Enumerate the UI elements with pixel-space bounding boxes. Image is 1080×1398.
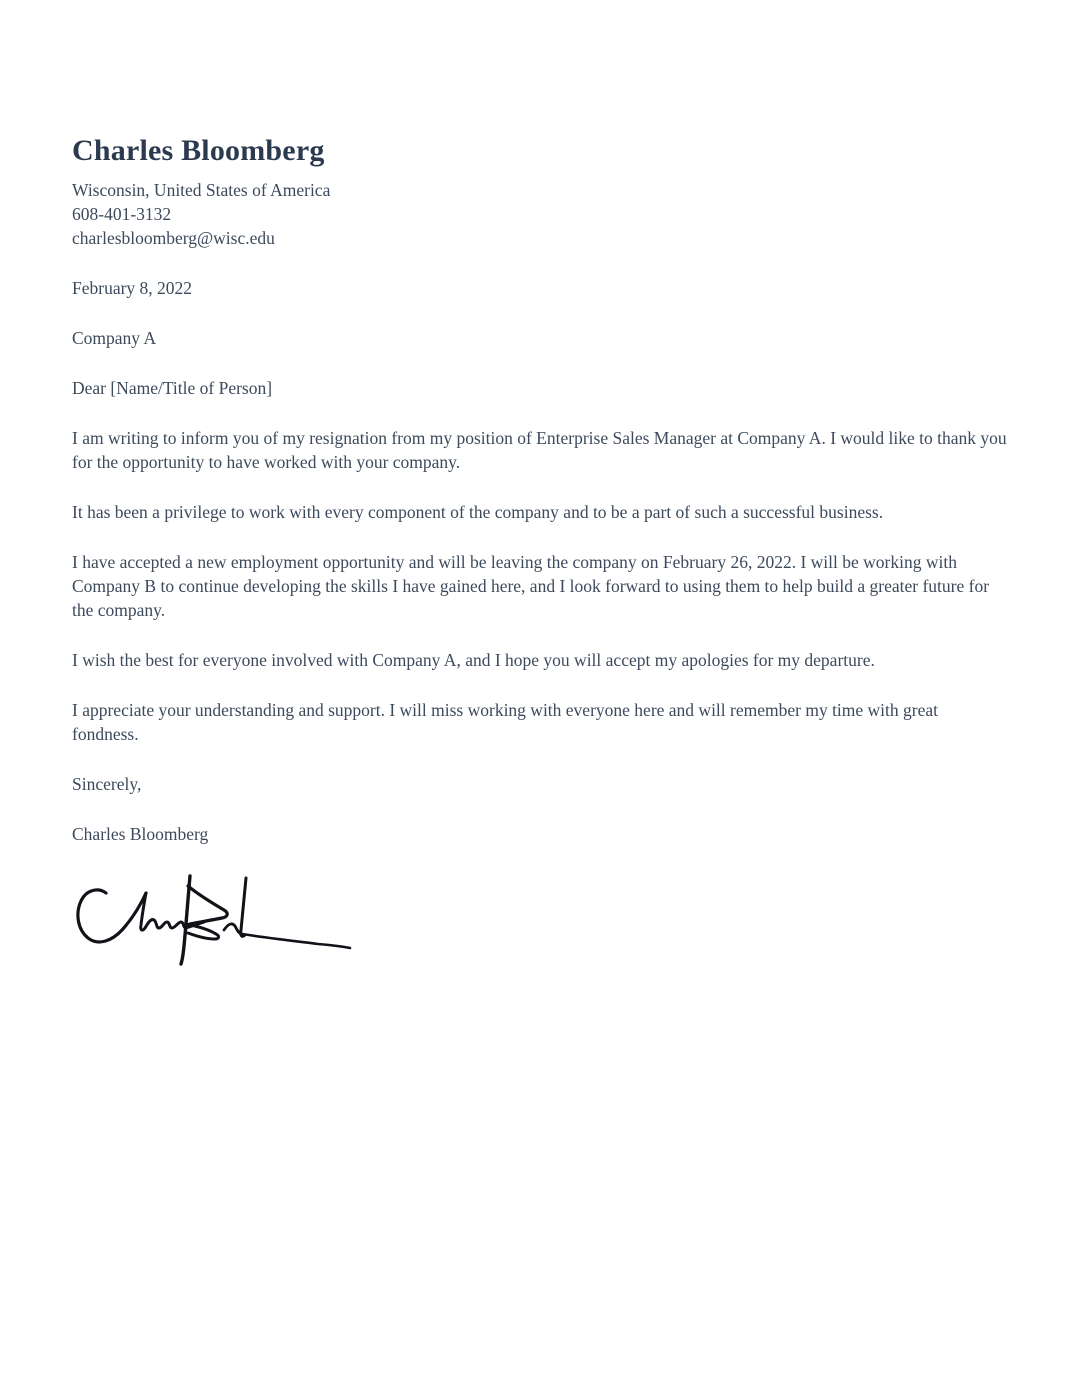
signature-block (72, 868, 372, 968)
sender-location: Wisconsin, United States of America (72, 180, 331, 200)
body-paragraph: I wish the best for everyone involved with Company A, and I hope you will accept my apologies for my departure. (72, 650, 875, 670)
salutation: Dear [Name/Title of Person] (72, 378, 273, 398)
letter-date: February 8, 2022 (72, 278, 193, 298)
letter-content (72, 132, 1008, 968)
spacer (72, 746, 1008, 772)
sender-phone: 608-401-3132 (72, 204, 172, 224)
page-title: Charles Bloomberg (72, 134, 325, 167)
spacer (72, 250, 1008, 276)
body-paragraph: I am writing to inform you of my resignation from my position of Enterprise Sales Manager at Company A. I would like to thank you for the opportunity to have worked with your company. (72, 428, 1007, 472)
spacer (72, 796, 1008, 822)
spacer (72, 622, 1008, 648)
signature-name: Charles Bloomberg (72, 824, 209, 844)
spacer (72, 524, 1008, 550)
spacer (72, 400, 1008, 426)
recipient-company: Company A (72, 328, 157, 348)
body-paragraph: It has been a privilege to work with every component of the company and to be a part of such a successful business. (72, 502, 884, 522)
sender-email: charlesbloomberg@wisc.edu (72, 228, 275, 248)
spacer (72, 350, 1008, 376)
spacer (72, 672, 1008, 698)
body-paragraph: I have accepted a new employment opportunity and will be leaving the company on February 26, 2022. I will be working with Company B to continue developing the skills I have gained here, and I look forward to using them to help build a greater future for the company. (72, 552, 990, 620)
closing-salutation: Sincerely, (72, 774, 142, 794)
spacer (72, 300, 1008, 326)
spacer (72, 474, 1008, 500)
handwritten-signature-icon (72, 868, 372, 968)
body-paragraph: I appreciate your understanding and support. I will miss working with everyone here and will remember my time with great fondness. (72, 700, 939, 744)
